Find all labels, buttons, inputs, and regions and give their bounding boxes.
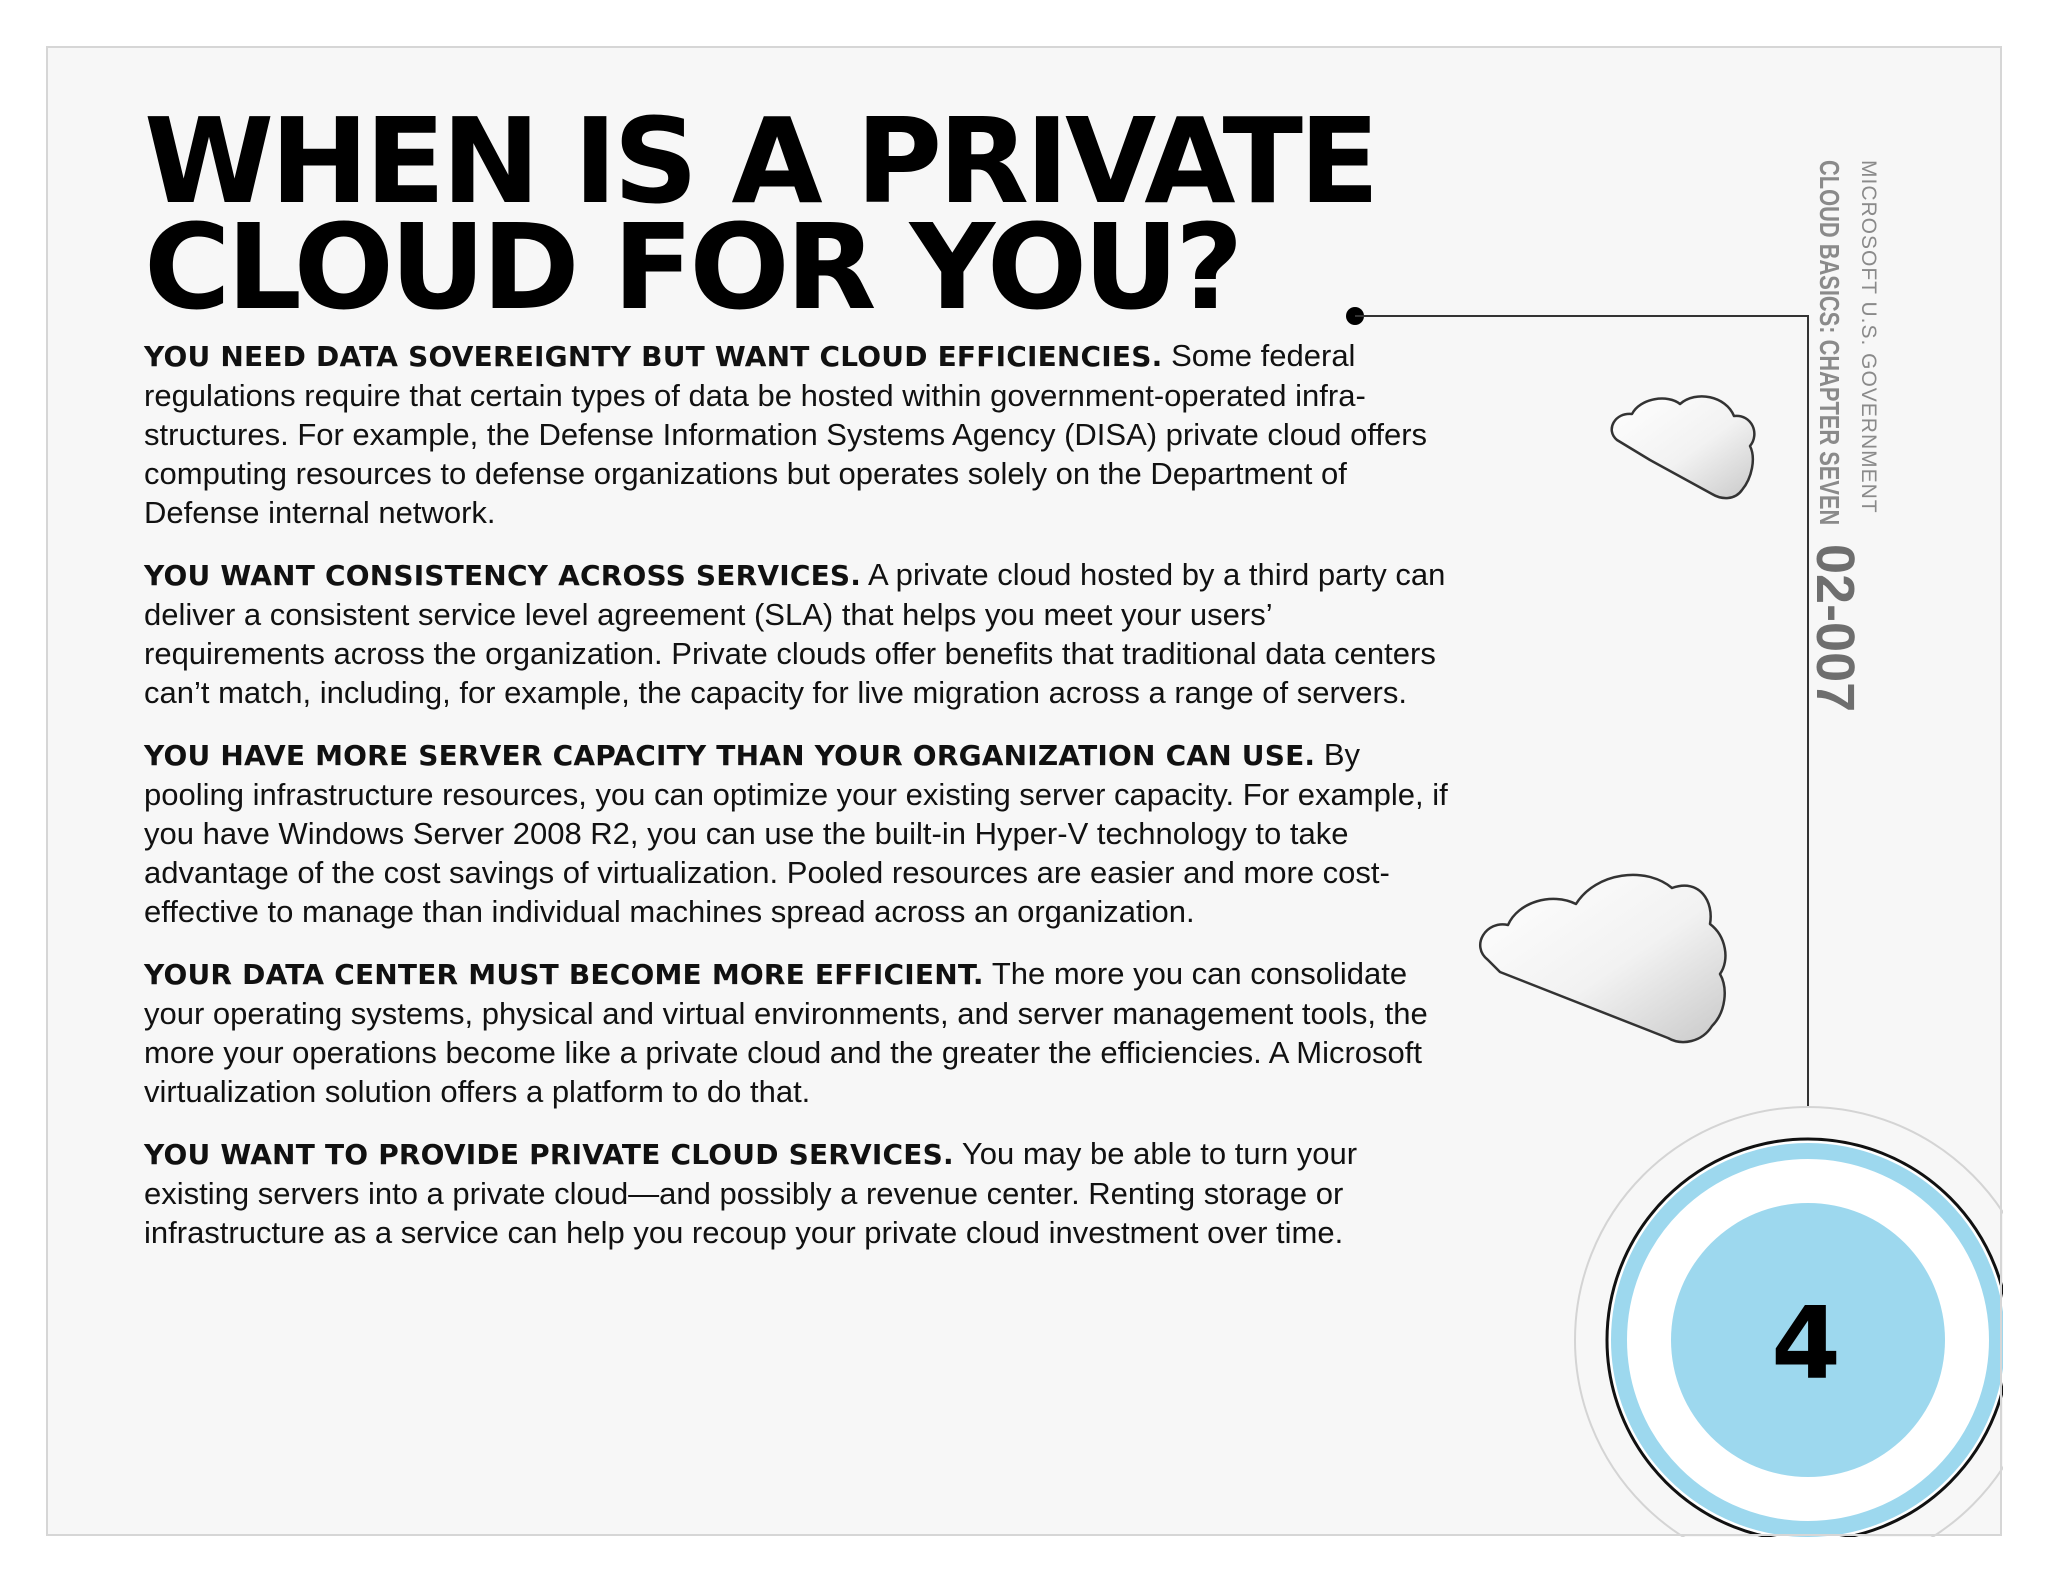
section-heading: YOUR DATA CENTER MUST BECOME MORE EFFICIENT. — [144, 958, 984, 991]
section-heading: YOU NEED DATA SOVEREIGNTY BUT WANT CLOUD EFFICIENCIES. — [144, 340, 1163, 373]
chapter-sidebar-label — [1802, 160, 1880, 713]
title-line-1: WHEN IS A PRIVATE — [144, 92, 1376, 230]
section-consistency — [144, 555, 1454, 712]
section-heading: YOU HAVE MORE SERVER CAPACITY THAN YOUR ORGANIZATION CAN USE. — [144, 739, 1316, 772]
title-line-2: CLOUD FOR YOU? — [144, 198, 1240, 336]
small-cloud-icon — [1612, 396, 1755, 498]
section-data-sovereignty — [144, 336, 1454, 532]
sidebar-chapter-row — [1802, 160, 1865, 713]
section-text: Some federal regulations require that certain types of data be hosted within government-operated infra-structures. For example, the Defense Information Systems Agency (DISA) private cloud offers computing resources to defense organizations but operates solely on the Department of Defense internal network. — [144, 338, 1428, 530]
page-title — [144, 92, 1376, 336]
section-text: You may be able to turn your existing servers into a private cloud—and possibly a revenue center. Renting storage or infrastructure as a service can help you recoup your private cloud investment over time. — [144, 1136, 1358, 1250]
article-body — [144, 336, 1454, 1275]
section-text: A private cloud hosted by a third party can deliver a consistent service level agreement (SLA) that helps you meet your users’ requirements across the organization. Private clouds offer benefits that traditional data centers can’t match, including, for example, the capacity for live migration across a range of servers. — [144, 557, 1446, 710]
section-heading: YOU WANT TO PROVIDE PRIVATE CLOUD SERVICES. — [144, 1138, 954, 1171]
section-text: By pooling infrastructure resources, you can optimize your existing server capacity. For example, if you have Windows Server 2008 R2, you can use the built-in Hyper-V technology to take advantage of the cost savings of virtualization. Pooled resources are easier and more cost-effective to manage than individual machines spread across an organization. — [144, 737, 1448, 929]
sidebar-org: MICROSOFT U.S. GOVERNMENT — [1857, 160, 1880, 514]
sidebar-chapter: CLOUD BASICS: CHAPTER SEVEN — [1814, 160, 1845, 526]
section-text: The more you can consolidate your operating systems, physical and virtual environments, and server management tools, the more your operations become like a private cloud and the greater the efficiencies. A Microsoft virtualization solution offers a platform to do that. — [144, 956, 1428, 1109]
sidebar-code: 02-007 — [1805, 544, 1865, 713]
section-heading: YOU WANT CONSISTENCY ACROSS SERVICES. — [144, 559, 862, 592]
section-cloud-services — [144, 1134, 1454, 1252]
section-server-capacity — [144, 735, 1454, 931]
section-efficiency — [144, 954, 1454, 1111]
page-number: 4 — [1771, 1285, 1841, 1402]
large-cloud-icon — [1480, 875, 1725, 1042]
